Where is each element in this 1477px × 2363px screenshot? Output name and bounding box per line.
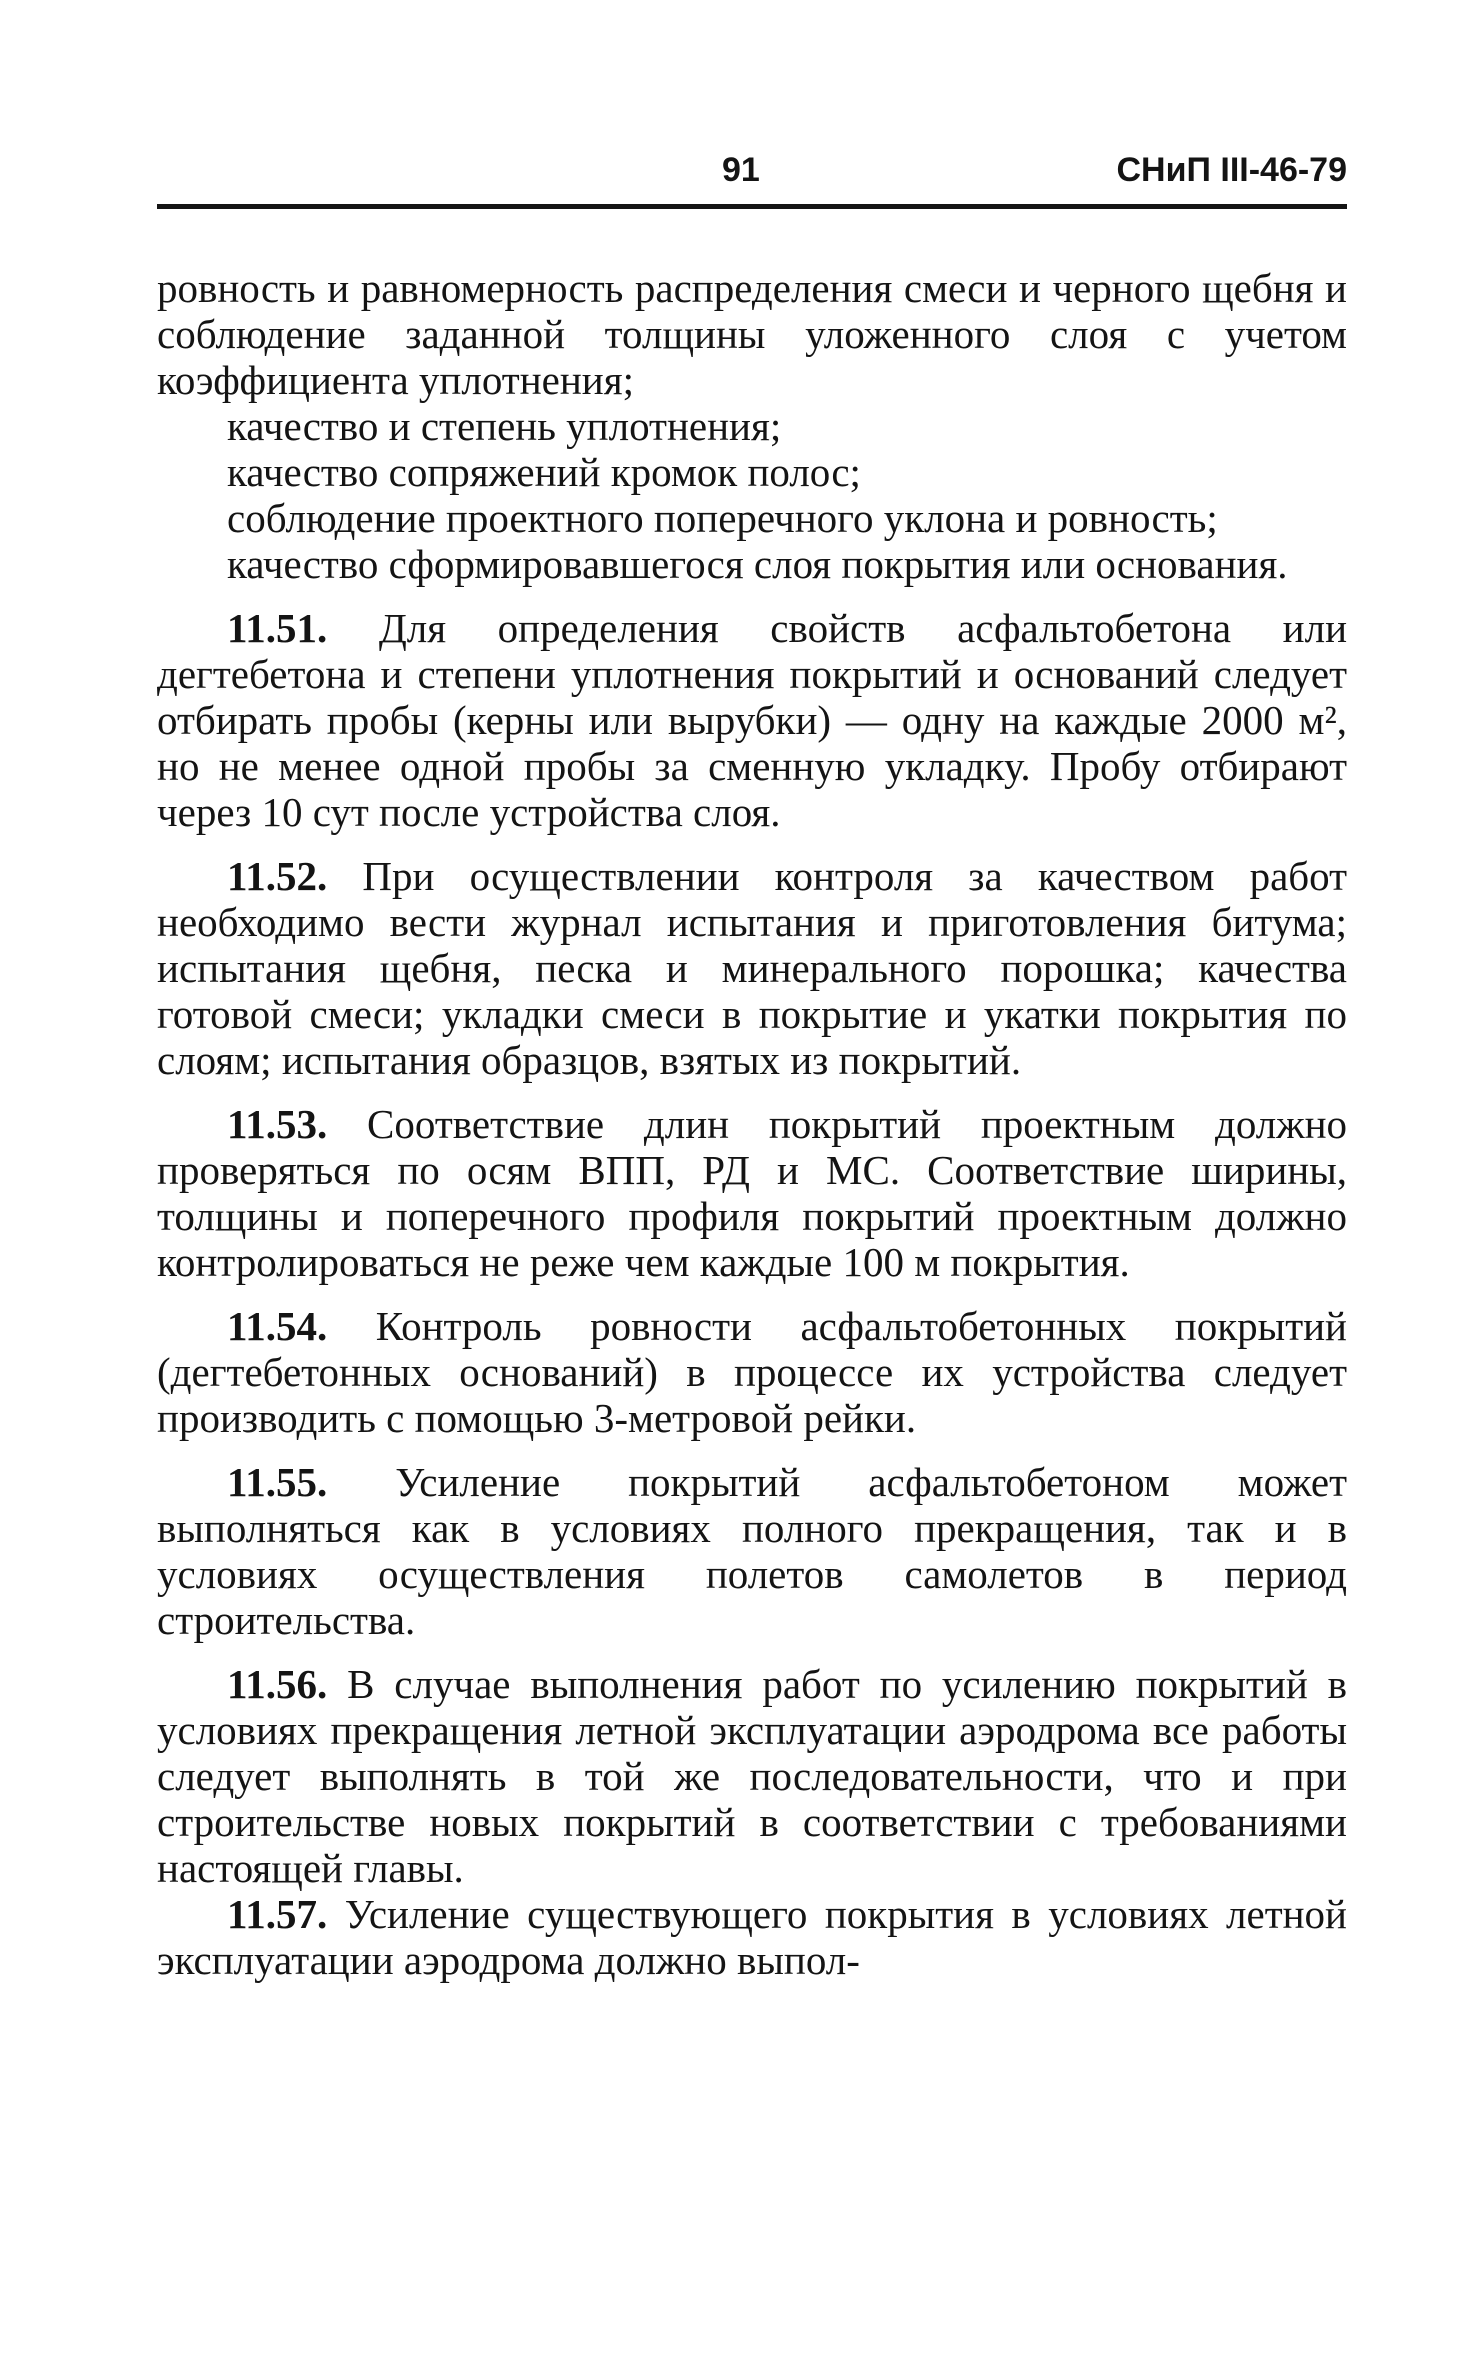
section-11-52: [157, 853, 1347, 1083]
section-11-55: [157, 1459, 1347, 1643]
intro-item: ровность и равномерность распределения смеси и черного щебня и соблюдение заданной толщины уложенного слоя с учетом коэффициента уплотнения;: [157, 265, 1347, 403]
document-page: [157, 150, 1347, 1983]
section-text: Соответствие длин покрытий проектным должно проверяться по осям ВПП, РД и МС. Соответствие ширины, толщины и поперечного профиля покрытий проектным должно контролироваться не реже чем каждые 100 м покрытия.: [157, 1101, 1348, 1285]
section-text: При осуществлении контроля за качеством работ необходимо вести журнал испытания и приготовления битума; испытания щебня, песка и минерального порошка; качества готовой смеси; укладки смеси в покрытие и укатки покрытия по слоям; испытания образцов, взятых из покрытий.: [157, 853, 1348, 1083]
section-text: Усиление существующего покрытия в условиях летной эксплуатации аэродрома должно выпол-: [157, 1891, 1348, 1983]
section-number: 11.52.: [227, 853, 328, 899]
section-11-53: [157, 1101, 1347, 1285]
section-11-51: [157, 605, 1347, 835]
section-number: 11.51.: [227, 605, 328, 651]
section-11-57: [157, 1891, 1347, 1983]
section-number: 11.55.: [227, 1459, 328, 1505]
page-number: 91: [722, 151, 760, 189]
section-11-56: [157, 1661, 1347, 1891]
intro-item: качество сформировавшегося слоя покрытия или основания.: [227, 541, 1288, 587]
intro-item: качество и степень уплотнения;: [227, 403, 782, 449]
section-text: Усиление покрытий асфальтобетоном может выполняться как в условиях полного прекращения, так и в условиях осуществления полетов самолетов в период строительства.: [157, 1459, 1347, 1643]
section-text: Контроль ровности асфальтобетонных покрытий (дегтебетонных оснований) в процессе их устройства следует производить с помощью 3-метровой рейки.: [157, 1303, 1347, 1441]
intro-item: соблюдение проектного поперечного уклона и ровность;: [227, 495, 1218, 541]
page-header: [157, 150, 1347, 209]
section-number: 11.54.: [227, 1303, 328, 1349]
intro-item: качество сопряжений кромок полос;: [227, 449, 861, 495]
section-number: 11.57.: [227, 1891, 328, 1937]
body-text: [157, 265, 1347, 1983]
section-number: 11.53.: [227, 1101, 328, 1147]
document-code: СНиП III-46-79: [1116, 151, 1347, 189]
section-text: В случае выполнения работ по усилению покрытий в условиях прекращения летной эксплуатации аэродрома все работы следует выполнять в той же последовательности, что и при строительстве новых покрытий в соответствии с требованиями настоящей главы.: [157, 1661, 1348, 1891]
section-number: 11.56.: [227, 1661, 328, 1707]
section-text: Для определения свойств асфальтобетона или дегтебетона и степени уплотнения покрытий и оснований следует отбирать пробы (керны или вырубки) — одну на каждые 2000 м², но не менее одной пробы за сменную укладку. Пробу отбирают через 10 сут после устройства слоя.: [157, 605, 1348, 835]
section-11-54: [157, 1303, 1347, 1441]
